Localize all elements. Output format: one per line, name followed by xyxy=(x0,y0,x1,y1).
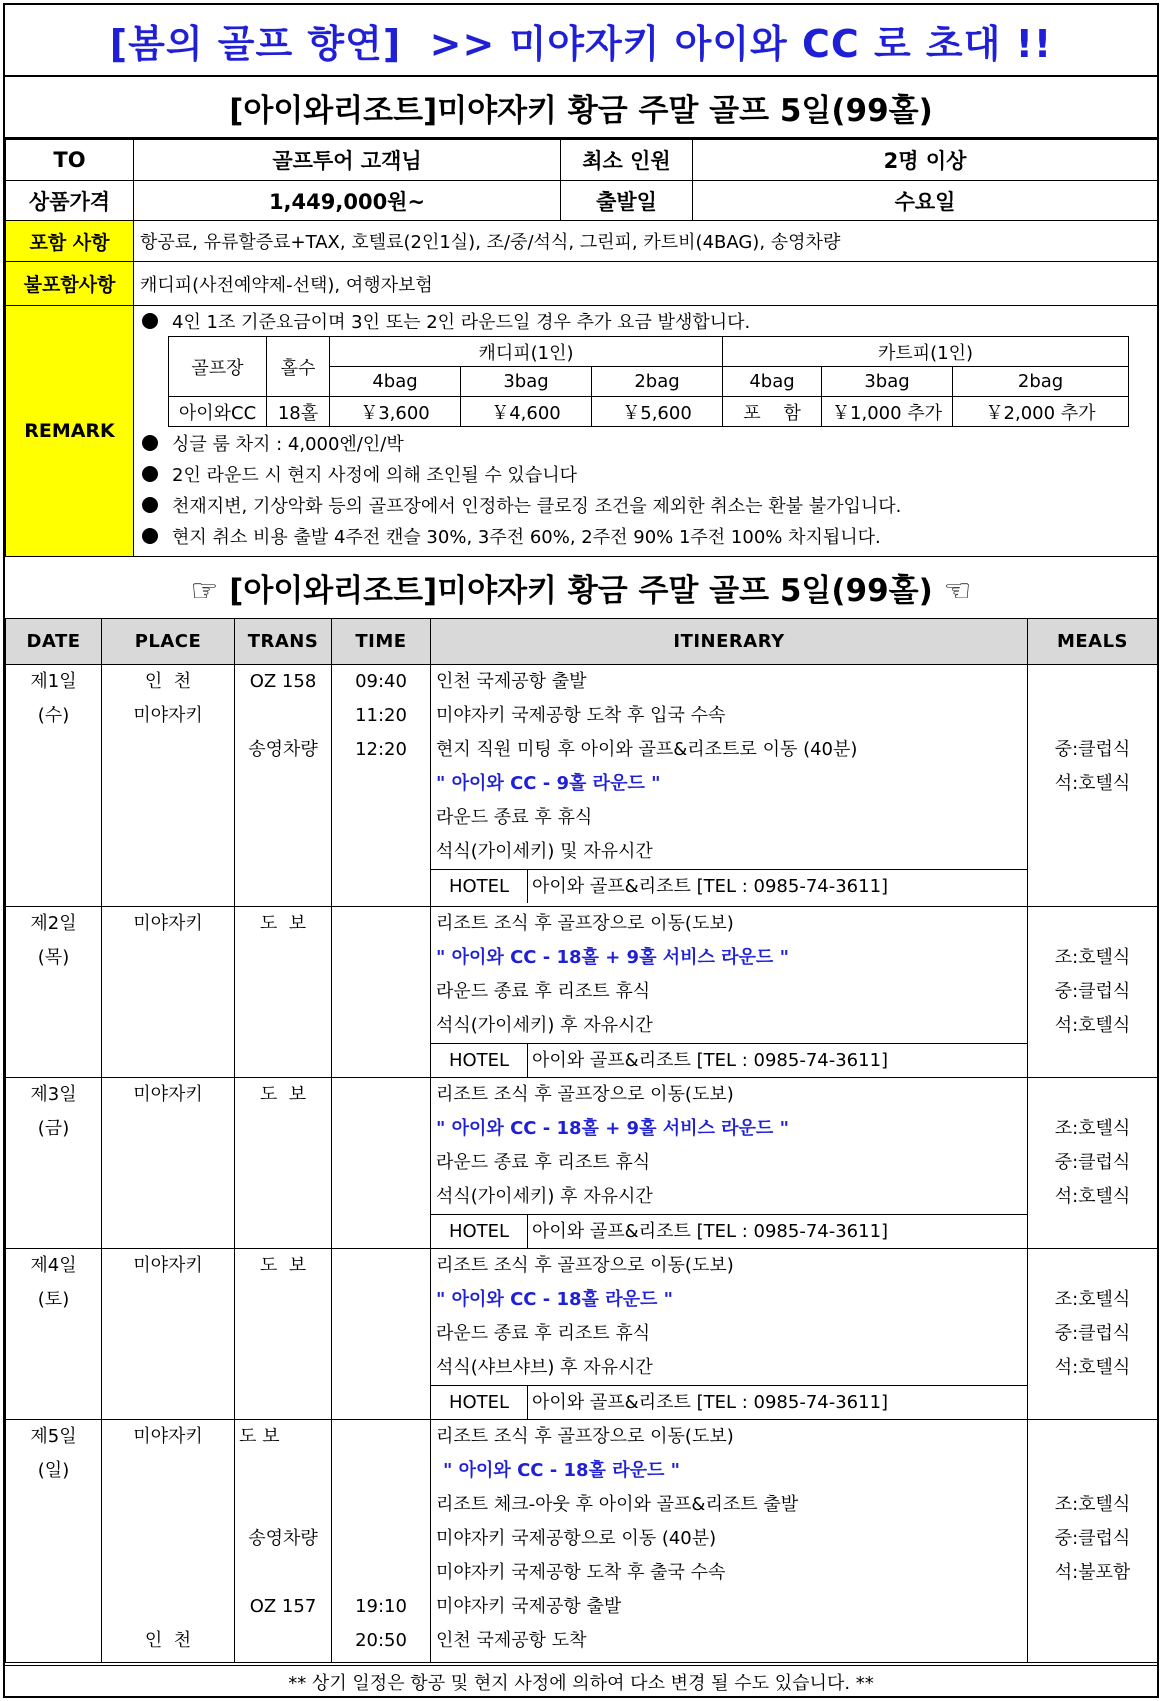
fee-course: 아이와CC xyxy=(169,397,267,427)
promo-banner: [봄의 골프 향연] >> 미야자키 아이와 CC 로 초대 !! xyxy=(5,5,1157,77)
meal: 석:호텔식 xyxy=(1054,1015,1131,1036)
hotel-row xyxy=(431,1385,1028,1419)
day-row xyxy=(6,665,1158,907)
fee-header-cart: 카트피(1인) xyxy=(723,337,1129,367)
header-meals: MEALS xyxy=(1028,619,1158,665)
time: 11:20 xyxy=(355,705,407,726)
remark-label: REMARK xyxy=(6,306,134,557)
meal: 조:호텔식 xyxy=(1054,1289,1131,1310)
meal: 조:호텔식 xyxy=(1054,947,1131,968)
itinerary-item: 라운드 종료 후 휴식 xyxy=(436,807,593,828)
fee-header-caddie: 캐디피(1인) xyxy=(330,337,723,367)
time: 12:20 xyxy=(355,739,407,760)
bullet-icon xyxy=(142,466,158,482)
hotel-label: HOTEL xyxy=(431,1386,528,1419)
itinerary-table xyxy=(5,618,1158,1663)
itinerary-item: 석식(샤브샤브) 후 자유시간 xyxy=(436,1357,653,1378)
product-title: [아이와리조트]미야자키 황금 주말 골프 5일(99홀) xyxy=(5,77,1157,139)
caddie-fee-2bag: ￥5,600 xyxy=(592,397,723,427)
header-place: PLACE xyxy=(102,619,235,665)
transport: 송영차량 xyxy=(248,739,318,760)
hotel-label: HOTEL xyxy=(431,1215,528,1248)
golf-round: " 아이와 CC - 18홀 라운드 " xyxy=(436,1289,674,1310)
itinerary-item: 현지 직원 미팅 후 아이와 골프&리조트로 이동 (40분) xyxy=(436,739,858,760)
flight-number: OZ 158 xyxy=(249,671,317,692)
hotel-row xyxy=(431,869,1028,903)
remark-line: 4인 1조 기준요금이며 3인 또는 2인 라운드일 경우 추가 요금 발생합니다. xyxy=(138,306,1153,336)
hotel-label: HOTEL xyxy=(431,870,528,903)
day-label: 제4일 xyxy=(30,1255,77,1276)
day-place: 인 천 xyxy=(144,1630,192,1651)
bullet-icon xyxy=(142,313,158,329)
transport: 도 보 xyxy=(259,1084,307,1105)
cart-fee-2bag: ￥2,000 추가 xyxy=(953,397,1129,427)
meal: 중:클럽식 xyxy=(1054,739,1131,760)
fee-bag-3: 3bag xyxy=(822,367,953,397)
itinerary-title: ☞ [아이와리조트]미야자키 황금 주말 골프 5일(99홀) ☜ xyxy=(190,572,972,609)
day-place: 미야자키 xyxy=(133,1084,203,1105)
itinerary-item: 라운드 종료 후 리조트 휴식 xyxy=(436,1152,651,1173)
bullet-icon xyxy=(142,497,158,513)
time: 19:10 xyxy=(355,1596,407,1617)
header-time: TIME xyxy=(332,619,431,665)
cart-fee-3bag: ￥1,000 추가 xyxy=(822,397,953,427)
hotel-value: 아이와 골프&리조트 [TEL : 0985-74-3611] xyxy=(532,1392,889,1413)
itinerary-item: 석식(가이세키) 후 자유시간 xyxy=(436,1186,653,1207)
included-label: 포함 사항 xyxy=(6,221,134,262)
day-label: 제5일 xyxy=(30,1426,77,1447)
fee-bag-2: 2bag xyxy=(953,367,1129,397)
meal: 조:호텔식 xyxy=(1054,1118,1131,1139)
hotel-value: 아이와 골프&리조트 [TEL : 0985-74-3611] xyxy=(532,876,889,897)
day-weekday: (목) xyxy=(37,947,70,968)
time: 20:50 xyxy=(355,1630,407,1651)
hotel-value: 아이와 골프&리조트 [TEL : 0985-74-3611] xyxy=(532,1221,889,1242)
day-label: 제1일 xyxy=(30,671,77,692)
to-label: TO xyxy=(6,140,134,181)
day-weekday: (금) xyxy=(37,1118,70,1139)
fee-bag-4: 4bag xyxy=(723,367,822,397)
meal: 석:호텔식 xyxy=(1054,1357,1131,1378)
day-label: 제2일 xyxy=(30,913,77,934)
itinerary-item: 인천 국제공항 출발 xyxy=(436,671,587,692)
hotel-label: HOTEL xyxy=(431,1044,528,1077)
day-row xyxy=(6,907,1158,1078)
hotel-row xyxy=(431,1043,1028,1077)
transport: 도 보 xyxy=(259,913,307,934)
itinerary-item: 라운드 종료 후 리조트 휴식 xyxy=(436,1323,651,1344)
flight-number: OZ 157 xyxy=(249,1596,317,1617)
cart-fee-4bag: 포 함 xyxy=(723,397,822,427)
day-row xyxy=(6,1249,1158,1420)
footer-note: ** 상기 일정은 항공 및 현지 사정에 의하여 다소 변경 될 수도 있습니다. ** xyxy=(5,1665,1157,1698)
min-people-value: 2명 이상 xyxy=(693,140,1158,181)
header-itinerary: ITINERARY xyxy=(431,619,1028,665)
itinerary-item: 라운드 종료 후 리조트 휴식 xyxy=(436,981,651,1002)
price-label: 상품가격 xyxy=(6,181,134,221)
itinerary-item: 인천 국제공항 도착 xyxy=(436,1630,587,1651)
golf-round: " 아이와 CC - 18홀 + 9홀 서비스 라운드 " xyxy=(436,1118,789,1139)
meal: 석:호텔식 xyxy=(1054,1186,1131,1207)
day-place: 미야자키 xyxy=(133,705,203,726)
time: 09:40 xyxy=(355,671,407,692)
meal: 조:호텔식 xyxy=(1054,1494,1131,1515)
min-people-label: 최소 인원 xyxy=(561,140,693,181)
itinerary-item: 미야자키 국제공항 도착 후 출국 수속 xyxy=(436,1562,726,1583)
itinerary-item: 리조트 조식 후 골프장으로 이동(도보) xyxy=(436,913,734,934)
meal: 석:호텔식 xyxy=(1054,773,1131,794)
bullet-icon xyxy=(142,435,158,451)
bullet-icon xyxy=(142,528,158,544)
meal: 중:클럽식 xyxy=(1054,1152,1131,1173)
fee-table xyxy=(168,336,1129,427)
day-row xyxy=(6,1078,1158,1249)
product-info-table xyxy=(5,139,1158,557)
itinerary-item: 미야자키 국제공항으로 이동 (40분) xyxy=(436,1528,717,1549)
golf-round: " 아이와 CC - 18홀 + 9홀 서비스 라운드 " xyxy=(436,947,789,968)
hotel-row xyxy=(431,1214,1028,1248)
fee-header-holes: 홀수 xyxy=(267,337,330,397)
golf-round: " 아이와 CC - 18홀 라운드 " xyxy=(443,1460,681,1481)
fee-holes: 18홀 xyxy=(267,397,330,427)
caddie-fee-3bag: ￥4,600 xyxy=(461,397,592,427)
itinerary-item: 미야자키 국제공항 출발 xyxy=(436,1596,622,1617)
excluded-label: 불포함사항 xyxy=(6,262,134,306)
header-date: DATE xyxy=(6,619,102,665)
itinerary-item: 리조트 조식 후 골프장으로 이동(도보) xyxy=(436,1255,734,1276)
itinerary-item: 미야자키 국제공항 도착 후 입국 수속 xyxy=(436,705,726,726)
itinerary-item: 리조트 조식 후 골프장으로 이동(도보) xyxy=(436,1084,734,1105)
day-row xyxy=(6,1420,1158,1663)
day-weekday: (일) xyxy=(37,1460,70,1481)
included-value: 항공료, 유류할증료+TAX, 호텔료(2인1실), 조/중/석식, 그린피, 카트비(4BAG), 송영차량 xyxy=(134,221,1158,262)
remark-content xyxy=(134,306,1158,557)
itinerary-item: 석식(가이세키) 후 자유시간 xyxy=(436,1015,653,1036)
meal: 석:불포함 xyxy=(1054,1562,1131,1583)
remark-line: 현지 취소 비용 출발 4주전 캔슬 30%, 3주전 60%, 2주전 90% 1주전 100% 차지됩니다. xyxy=(138,520,1153,551)
meal: 중:클럽식 xyxy=(1054,1323,1131,1344)
header-trans: TRANS xyxy=(235,619,332,665)
itinerary-item: 리조트 조식 후 골프장으로 이동(도보) xyxy=(436,1426,734,1447)
transport: 도 보 xyxy=(239,1426,280,1447)
day-weekday: (토) xyxy=(37,1289,70,1310)
remark-line: 2인 라운드 시 현지 사정에 의해 조인될 수 있습니다 xyxy=(138,458,1153,489)
transport: 송영차량 xyxy=(248,1528,318,1549)
price-value: 1,449,000원~ xyxy=(134,181,561,221)
day-weekday: (수) xyxy=(37,705,70,726)
meal: 중:클럽식 xyxy=(1054,981,1131,1002)
meal: 중:클럽식 xyxy=(1054,1528,1131,1549)
itinerary-item: 리조트 체크-아웃 후 아이와 골프&리조트 출발 xyxy=(436,1494,799,1515)
itinerary-item: 석식(가이세키) 및 자유시간 xyxy=(436,841,653,862)
golf-round: " 아이와 CC - 9홀 라운드 " xyxy=(436,773,661,794)
to-value: 골프투어 고객님 xyxy=(134,140,561,181)
fee-bag-4: 4bag xyxy=(330,367,461,397)
fee-header-course: 골프장 xyxy=(169,337,267,397)
excluded-value: 캐디피(사전예약제-선택), 여행자보험 xyxy=(134,262,1158,306)
remark-line: 천재지변, 기상악화 등의 골프장에서 인정하는 클로징 조건을 제외한 취소는 환불 불가입니다. xyxy=(138,489,1153,520)
day-label: 제3일 xyxy=(30,1084,77,1105)
hotel-value: 아이와 골프&리조트 [TEL : 0985-74-3611] xyxy=(532,1050,889,1071)
transport: 도 보 xyxy=(259,1255,307,1276)
caddie-fee-4bag: ￥3,600 xyxy=(330,397,461,427)
fee-bag-3: 3bag xyxy=(461,367,592,397)
departure-label: 출발일 xyxy=(561,181,693,221)
remark-line: 싱글 룸 차지 : 4,000엔/인/박 xyxy=(138,427,1153,458)
day-place: 미야자키 xyxy=(133,913,203,934)
day-place: 미야자키 xyxy=(133,1255,203,1276)
departure-value: 수요일 xyxy=(693,181,1158,221)
fee-bag-2: 2bag xyxy=(592,367,723,397)
day-place: 미야자키 xyxy=(133,1426,203,1447)
day-place: 인 천 xyxy=(144,671,192,692)
